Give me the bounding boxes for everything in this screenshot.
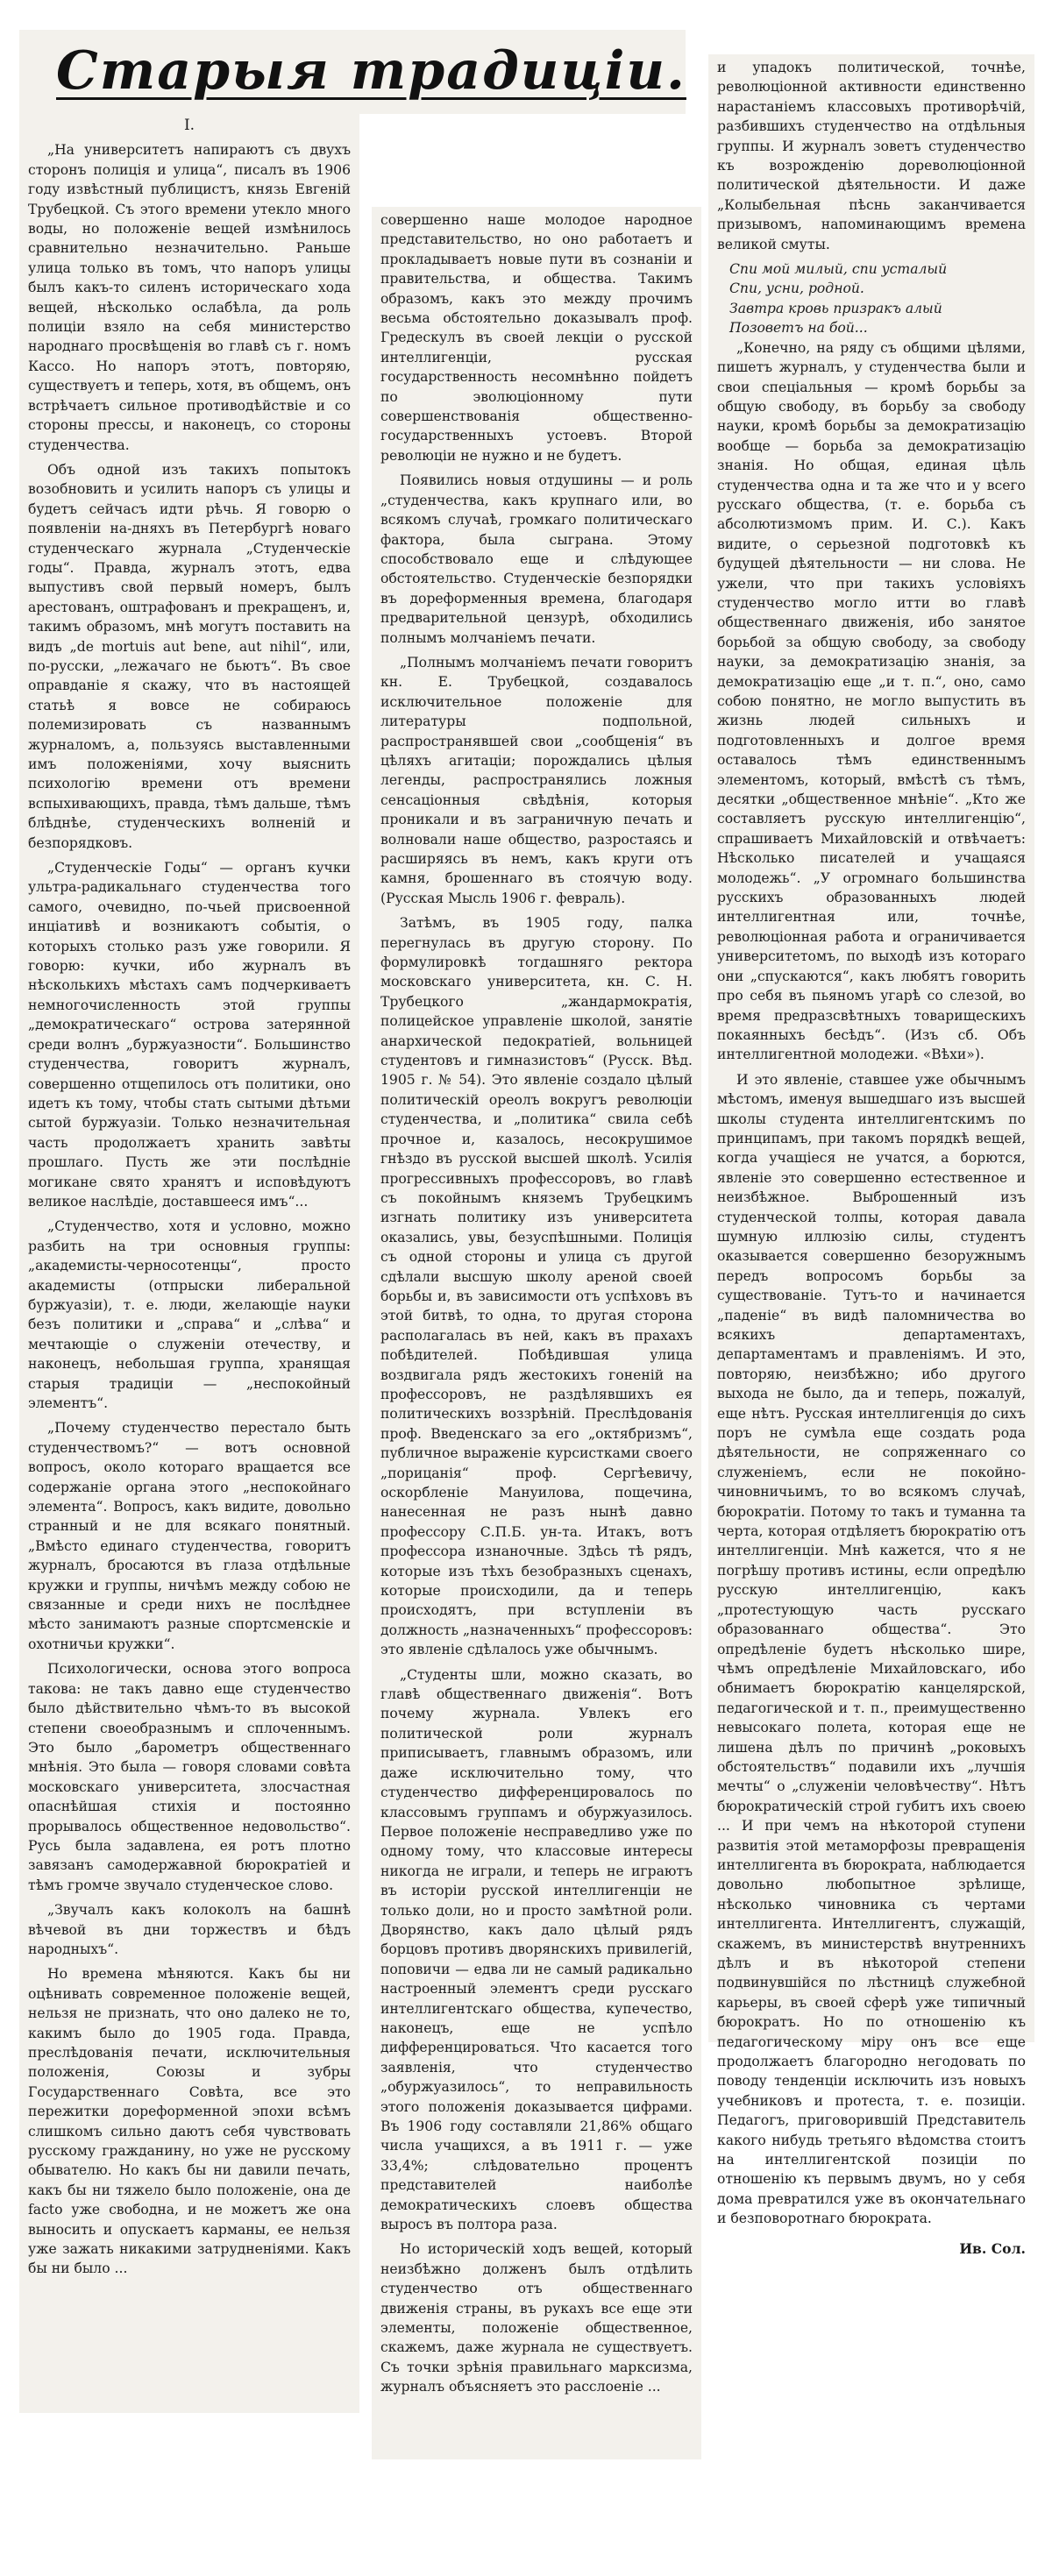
paragraph: „Студенты шли, можно сказать, во главѣ общественнаго движенія“. Вотъ почему журнала. Увлекъ его политической роли журналъ приписываетъ, главнымъ образомъ, или даже исключительно тому, что студенчество дифференцировалось по классовымъ группамъ и обуржуазилось. Первое положеніе несправедливо уже по одному тому, что классовые интересы никогда не играли, и теперь не играютъ въ исторіи русской интеллигенціи не только доли, но и просто замѣтной роли. Дворянство, какъ дало цѣлый рядъ борцовъ противъ дворянскихъ привилегій, поповичи — едва ли не самый радикально настроенный элементъ среди русскаго интеллигентскаго общества, купечество, наконецъ, еще не успѣло дифференцироваться. Что касается того заявленія, что студенчество „обуржуазилось“, то неправильность этого положенія доказывается цифрами. Въ 1906 году составляли 21,86% общаго числа учащихся, а въ 1911 г. — уже 33,4%; слѣдовательно процентъ представителей наиболѣе демократическихъ слоевъ общества выросъ въ полтора раза. (380, 1666, 693, 2233)
paragraph: и упадокъ политической, точнѣе, революціонной активности единственно нарастаніемъ классовыхъ противорѣчій, разбившихъ студенчество на отдѣльныя группы. И журналъ зоветъ студенчество къ возрожденію дореволюціонной политической дѣятельности. И даже „Колыбельная пѣснь заканчивается призывомъ, напоминающимъ времена великой смуты. (717, 60, 1026, 252)
paragraph: Психологически, основа этого вопроса такова: не такъ давно еще студенчество было дѣйствительно чѣмъ-то въ высокой степени своеобразнымъ и сплоченнымъ. Это было „барометръ общественнаго мнѣнія. Это была — говоря словами совѣта московскаго университета, злосчастная опаснѣйшая стихія и постоянно прорывалось общественное недовольство“. Русь была задавлена, ея ротъ плотно завязанъ самодержавной бюрократіей и тѣмъ громче звучало студенческое слово. (28, 1661, 351, 1893)
paragraph: „Студенчество, хотя и условно, можно разбить на три основныя группы: „академисты-черносотенцы“, просто академисты (отпрыски либеральной буржуазіи), т. е. люди, желающіе науки безъ политики и „справа“ и „слѣва“ и мечтающіе о служеніи отечеству, и наконецъ, небольшая группа, хранящая старыя традиціи — „неспокойный элементъ“. (28, 1218, 351, 1411)
paragraph: Затѣмъ, въ 1905 году, палка перегнулась въ другую сторону. По формулировкѣ тогдашняго ректора московскаго университета, кн. С. Н. Трубецкого „жандармократія, полицейское управленіе школой, занятіе анархической педократіей, вольницей студентовъ и гимназистовъ“ (Русск. Вѣд. 1905 г. № 54). Это явленіе создало цѣлый политическій ореолъ вокругъ революціи студенчества, и „политика“ свила себѣ прочное и, казалось, несокрушимое гнѣздо въ русской высшей школѣ. Усилія прогрессивныхъ профессоровъ, во главѣ съ покойнымъ княземъ Трубецкимъ изгнать политику изъ университета оказались, увы, безуспѣшными. Полиція съ одной стороны и улица съ другой сдѣлали высшую школу ареной своей борьбы и, въ зависимости отъ успѣховъ въ этой битвѣ, то одна, то другая сторона располагалась въ ней, какъ въ прахахъ побѣдителей. Побѣдившая улица воздвигала рядъ жестокихъ гоненій на профессоровъ, не раздѣлявшихъ ея политическихъ воззрѣній. Преслѣдованія проф. Введенскаго за его „октябризмъ“, публичное выраженіе курсистками своего „порицанія“ проф. Сергѣевичу, оскорбленіе Мануилова, пощечина, нанесенная не разъ нынѣ давно профессору С.П.Б. ун-та. Итакъ, вотъ профессора изнаночные. Здѣсь тѣ рядъ, которые изъ тѣхъ безобразныхъ сценахъ, которые происходили, да и теперь происходятъ, при вступленіи въ должность „назначенныхъ“ профессоровъ: это явленіе сдѣлалось уже обычнымъ. (380, 915, 693, 1658)
paragraph: „Конечно, на ряду съ общими цѣлями, пишетъ журналъ, у студенчества были и свои спеціальныя — кромѣ борьбы за общую свободу, въ борьбу за свободу науки, кромѣ борьбы за демократизацію вообще — борьба за демократизацію знанія. Но общая, единая цѣль студенчества одна и та же что и у всего русскаго общества, (т. е. борьба съ абсолютизмомъ прим. И. С.). Какъ видите, о серьезной подготовкѣ къ будущей дѣятельности — ни слова. Не ужели, что при такихъ условіяхъ студенчество могло итти во главѣ общественнаго движенія, ибо занятое борьбой за общую свободу, за свободу науки, за демократизацію знанія, за демократизацію еще „и т. п.“, оно, само собою понятно, не могло выпустить въ жизнь людей сильныхъ и подготовленныхъ и долгое время оставалось тѣмъ единственнымъ элементомъ, который, вмѣстѣ съ тѣмъ, десятки „общественное мнѣніе“. „Кто же составляетъ русскую интеллигенцію“, спрашиваетъ Михайловскій и отвѣчаетъ: Нѣсколько писателей и учащаяся молодежь“. „У огромнаго большинства русскихъ образованныхъ людей интеллигентная или, точнѣе, революціонная работа и ограничивается университетомъ, по выходѣ изъ котораго они „спускаются“, какъ любятъ говорить про себя въ пьяномъ угарѣ со слезой, во время предразсвѣтныхъ товарищескихъ покаянныхъ бесѣдъ“. (Изъ сб. Объ интеллигентной молодежи. «Вѣхи»). (717, 339, 1026, 1063)
paragraph: „На университетъ напираютъ съ двухъ сторонъ полиція и улица“, писалъ въ 1906 году извѣстный публицистъ, князь Евгеній Трубецкой. Съ этого времени утекло много воды, но положеніе вещей измѣнилось сравнительно незначительно. Раньше улица только въ томъ, что напоръ улицы былъ какъ-то силенъ историческаго хода вещей, нѣсколько ослабѣла, да роль полиціи взяло на себя министерство народнаго просвѣщенія во главѣ съ г. номъ Кассо. Но напоръ этотъ, повторяю, существуетъ и теперь, хотя, въ общемъ, онъ встрѣчаетъ сильное противодѣйствіе и со стороны прессы, и наконецъ, со стороны студенчества. (28, 142, 351, 453)
paragraph: И это явленіе, ставшее уже обычнымъ мѣстомъ, именуя вышедшаго изъ высшей школы студента интеллигентскимъ по принципамъ, при такомъ порядкѣ вещей, когда учащіеся не учатся, а борются, явленіе это совершенно естественное и неизбѣжное. Выброшенный изъ студенческой толпы, которая давала шумную иллюзію силы, студентъ оказывается совершенно безоружнымъ передъ вопросомъ борьбы за существованіе. Тутъ-то и начинается „паденіе“ въ видѣ паломничества во всякихъ департаментахъ, департаментамъ и правленіямъ. И это, повторяю, неизбѣжно; ибо другого выхода не было, да и теперь, пожалуй, еще нѣтъ. Русская интеллигенція до сихъ поръ не сумѣла еще создать рода дѣятельности, не сопряженнаго со служеніемъ, если не покойно-чиновничьимъ, то во всякомъ случаѣ, бюрократіи. Потому то такъ и туманна та черта, которая отдѣляетъ бюрократію отъ интеллигенціи. Мнѣ кажется, что я не погрѣшу противъ истины, если опредѣлю русскую интеллигенцію, какъ „протестующую часть русскаго образованнаго общества“. Это опредѣленіе будетъ нѣсколько шире, чѣмъ опредѣленіе Михайловскаго, ибо обнимаетъ бюрократію канцелярской, педагогической и т. п., преимущественно невысокаго полета, которая еще не лишена дѣлъ по причинѣ „роковыхъ обстоятельствъ“ подавили ихъ „лучшія мечты“ о „служеніи человѣчеству“. Нѣтъ бюрократическій строй губитъ ихъ своею ... И при чемъ на нѣкоторой ступени развитія этой метаморфозы превращенія интеллигента въ бюрократа, наблюдается довольно любопытное зрѣлище, нѣсколько чиновника съ чертами интеллигента. Интеллигентъ, служащій, скажемъ, въ министерствѣ внутреннихъ дѣлъ и въ нѣкоторой степени подвинувшійся по лѣстницѣ служебной карьеры, въ своей сферѣ уже типичный бюрократъ. Но по отношенію къ педагогическому міру онъ все еще продолжаетъ благородно негодовать по поводу тенденціи исключить изъ новыхъ учебниковъ и протеста, т. е. позиціи. Педагогъ, приговорившій Представитель какого нибудь третьяго вѣдомства стоитъ на интеллигентской позиціи по отношенію къ первымъ двумъ, но у себя дома превратился уже въ окончательнаго и безповоротнаго бюрократа. (717, 1071, 1026, 2227)
paragraph: Но историческій ходъ вещей, который неизбѣжно долженъ былъ отдѣлить студенчество отъ общественнаго движенія страны, въ рукахъ все еще эти элементы, положеніе общественное, скажемъ, даже журнала не существуетъ. Съ точки зрѣнія правильнаго марксизма, журналъ объясняетъ это расслоеніе ... (380, 2241, 693, 2395)
section-number: I. (183, 117, 195, 134)
verse-line: Спи мой милый, спи усталый (729, 261, 948, 278)
text-column-1 (19, 112, 359, 2413)
verse-line: Позоветъ на бой... (729, 320, 868, 337)
paragraph: „Студенческіе Годы“ — органъ кучки ультра-радикальнаго студенчества того самого, очевидно, по-чьей присвоенной инціативѣ и возникаютъ событія, о которыхъ столько разъ уже говорили. Я говорю: кучки, ибо журналъ въ нѣсколькихъ мѣстахъ самъ подчеркиваетъ немногочисленность этой группы „демократическаго“ острова затерянной среди волнъ „буржуазности“. Большинство студенчества, говоритъ журналъ, совершенно отщепилось отъ политики, оно идетъ къ тому, чтобы стать сытыми дѣтьми сытой буржуазіи. Только незначительная часть продолжаетъ хранить завѣты прошлаго. Пусть же эти послѣдніе могикане свято хранятъ и исповѣдуютъ великое наслѣдіе, доставшееся имъ“... (28, 860, 351, 1210)
article-title: Старыя традиціи. (56, 40, 686, 102)
text-column-3 (708, 54, 1034, 2257)
text-column-2 (372, 207, 701, 2459)
paragraph: совершенно наше молодое народное представительство, но оно работаетъ и прокладываетъ новые пути въ сознаніи и правительства, и общества. Такимъ образомъ, какъ это между прочимъ весьма обстоятельно доказывалъ проф. Гредескулъ въ своей лекціи о русской интеллигенціи, русская государственность несомнѣнно пойдетъ по эволюціонному пути совершенствованія общественно-государственныхъ устоевъ. Второй революціи не нужно и не будетъ. (380, 212, 693, 464)
verse-line: Спи, усни, родной. (729, 280, 864, 297)
paragraph: Но времена мѣняются. Какъ бы ни оцѣнивать современное положеніе вещей, нельзя не признать, что оно далеко не то, какимъ было до 1905 года. Правда, преслѣдованія печати, исключительныя положенія, Союзы и зубры Государственнаго Совѣта, все это пережитки дореформенной эпохи всѣмъ слишкомъ сильно даютъ себя чувствовать русскому гражданину, но уже не русскому обывателю. Но какъ бы ни давили печать, какъ бы ни тяжело было положеніе, она де facto уже свободна, и не можетъ же она выносить и опускаетъ карманы, ее нельзя уже зажать никакими затрудненіями. Какъ бы ни было ... (28, 1966, 351, 2277)
paragraph: Объ одной изъ такихъ попытокъ возобновить и усилить напоръ съ улицы и будетъ сейчасъ идти рѣчь. Я говорю о появленіи на-дняхъ въ Петербургѣ новаго студенческаго журнала „Студенческіе годы“. Правда, журналъ этотъ, едва выпустивъ свой первый номеръ, былъ арестованъ, оштрафованъ и прекращенъ, и, такимъ образомъ, мнѣ могутъ поставить на видъ „de mortuis aut bene, aut nihil“, или, по-русски, „лежачаго не бьютъ“. Въ свое оправданіе я скажу, что въ настоящей статьѣ я вовсе не собираюсь полемизировать съ названнымъ журналомъ, а, пользуясь выставленными имъ положеніями, хочу выяснить психологію времени отъ времени вспыхивающихъ, правда, тѣмъ дальше, тѣмъ блѣднѣе, студенческихъ волненій и безпорядковъ. (28, 461, 351, 851)
verse-line: Завтра кровь призракъ алый (729, 300, 942, 316)
paragraph: Появились новыя отдушины — и роль „студенчества, какъ крупнаго или, во всякомъ случаѣ, громкаго политическаго фактора, была сыграна. Этому способствовало еще и слѣдующее обстоятельство. Студенческіе безпорядки въ дореформенныя времена, благодаря предварительной цензурѣ, обходились полнымъ молчаніемъ печати. (380, 472, 693, 646)
quote-line: „Звучалъ какъ колоколъ на башнѣ вѣчевой въ дни торжествъ и бѣдъ народныхъ“. (28, 1902, 351, 1957)
author-signature: Ив. Сол. (959, 2239, 1026, 2257)
paragraph: „Почему студенчество перестало быть студенчествомъ?“ — вотъ основной вопросъ, около котораго вращается все содержаніе органа этого „неспокойнаго элемента“. Вопросъ, какъ видите, довольно странный и не для всякаго понятный. „Вмѣсто единаго студенчества, говоритъ журналъ, бросаются въ глаза отдѣльные кружки и группы, ничѣмъ между собою не связанные и среди нихъ не послѣднее мѣсто занимаютъ разные спортсменскіе и охотничьи кружки“. (28, 1420, 351, 1652)
paragraph: „Полнымъ молчаніемъ печати говоритъ кн. Е. Трубецкой, создавалось исключительное положеніе для литературы подпольной, распространявшей свои „сообщенія“ въ цѣляхъ агитаціи; порождались цѣлыя легенды, распространялись ложныя сенсаціонныя свѣдѣнія, которыя проникали и въ заграничную печать и волновали наше общество, разростаясь и расширяясь въ немъ, какъ круги отъ камня, брошеннаго въ стоячую воду. (Русская Мысль 1906 г. февраль). (380, 654, 693, 906)
